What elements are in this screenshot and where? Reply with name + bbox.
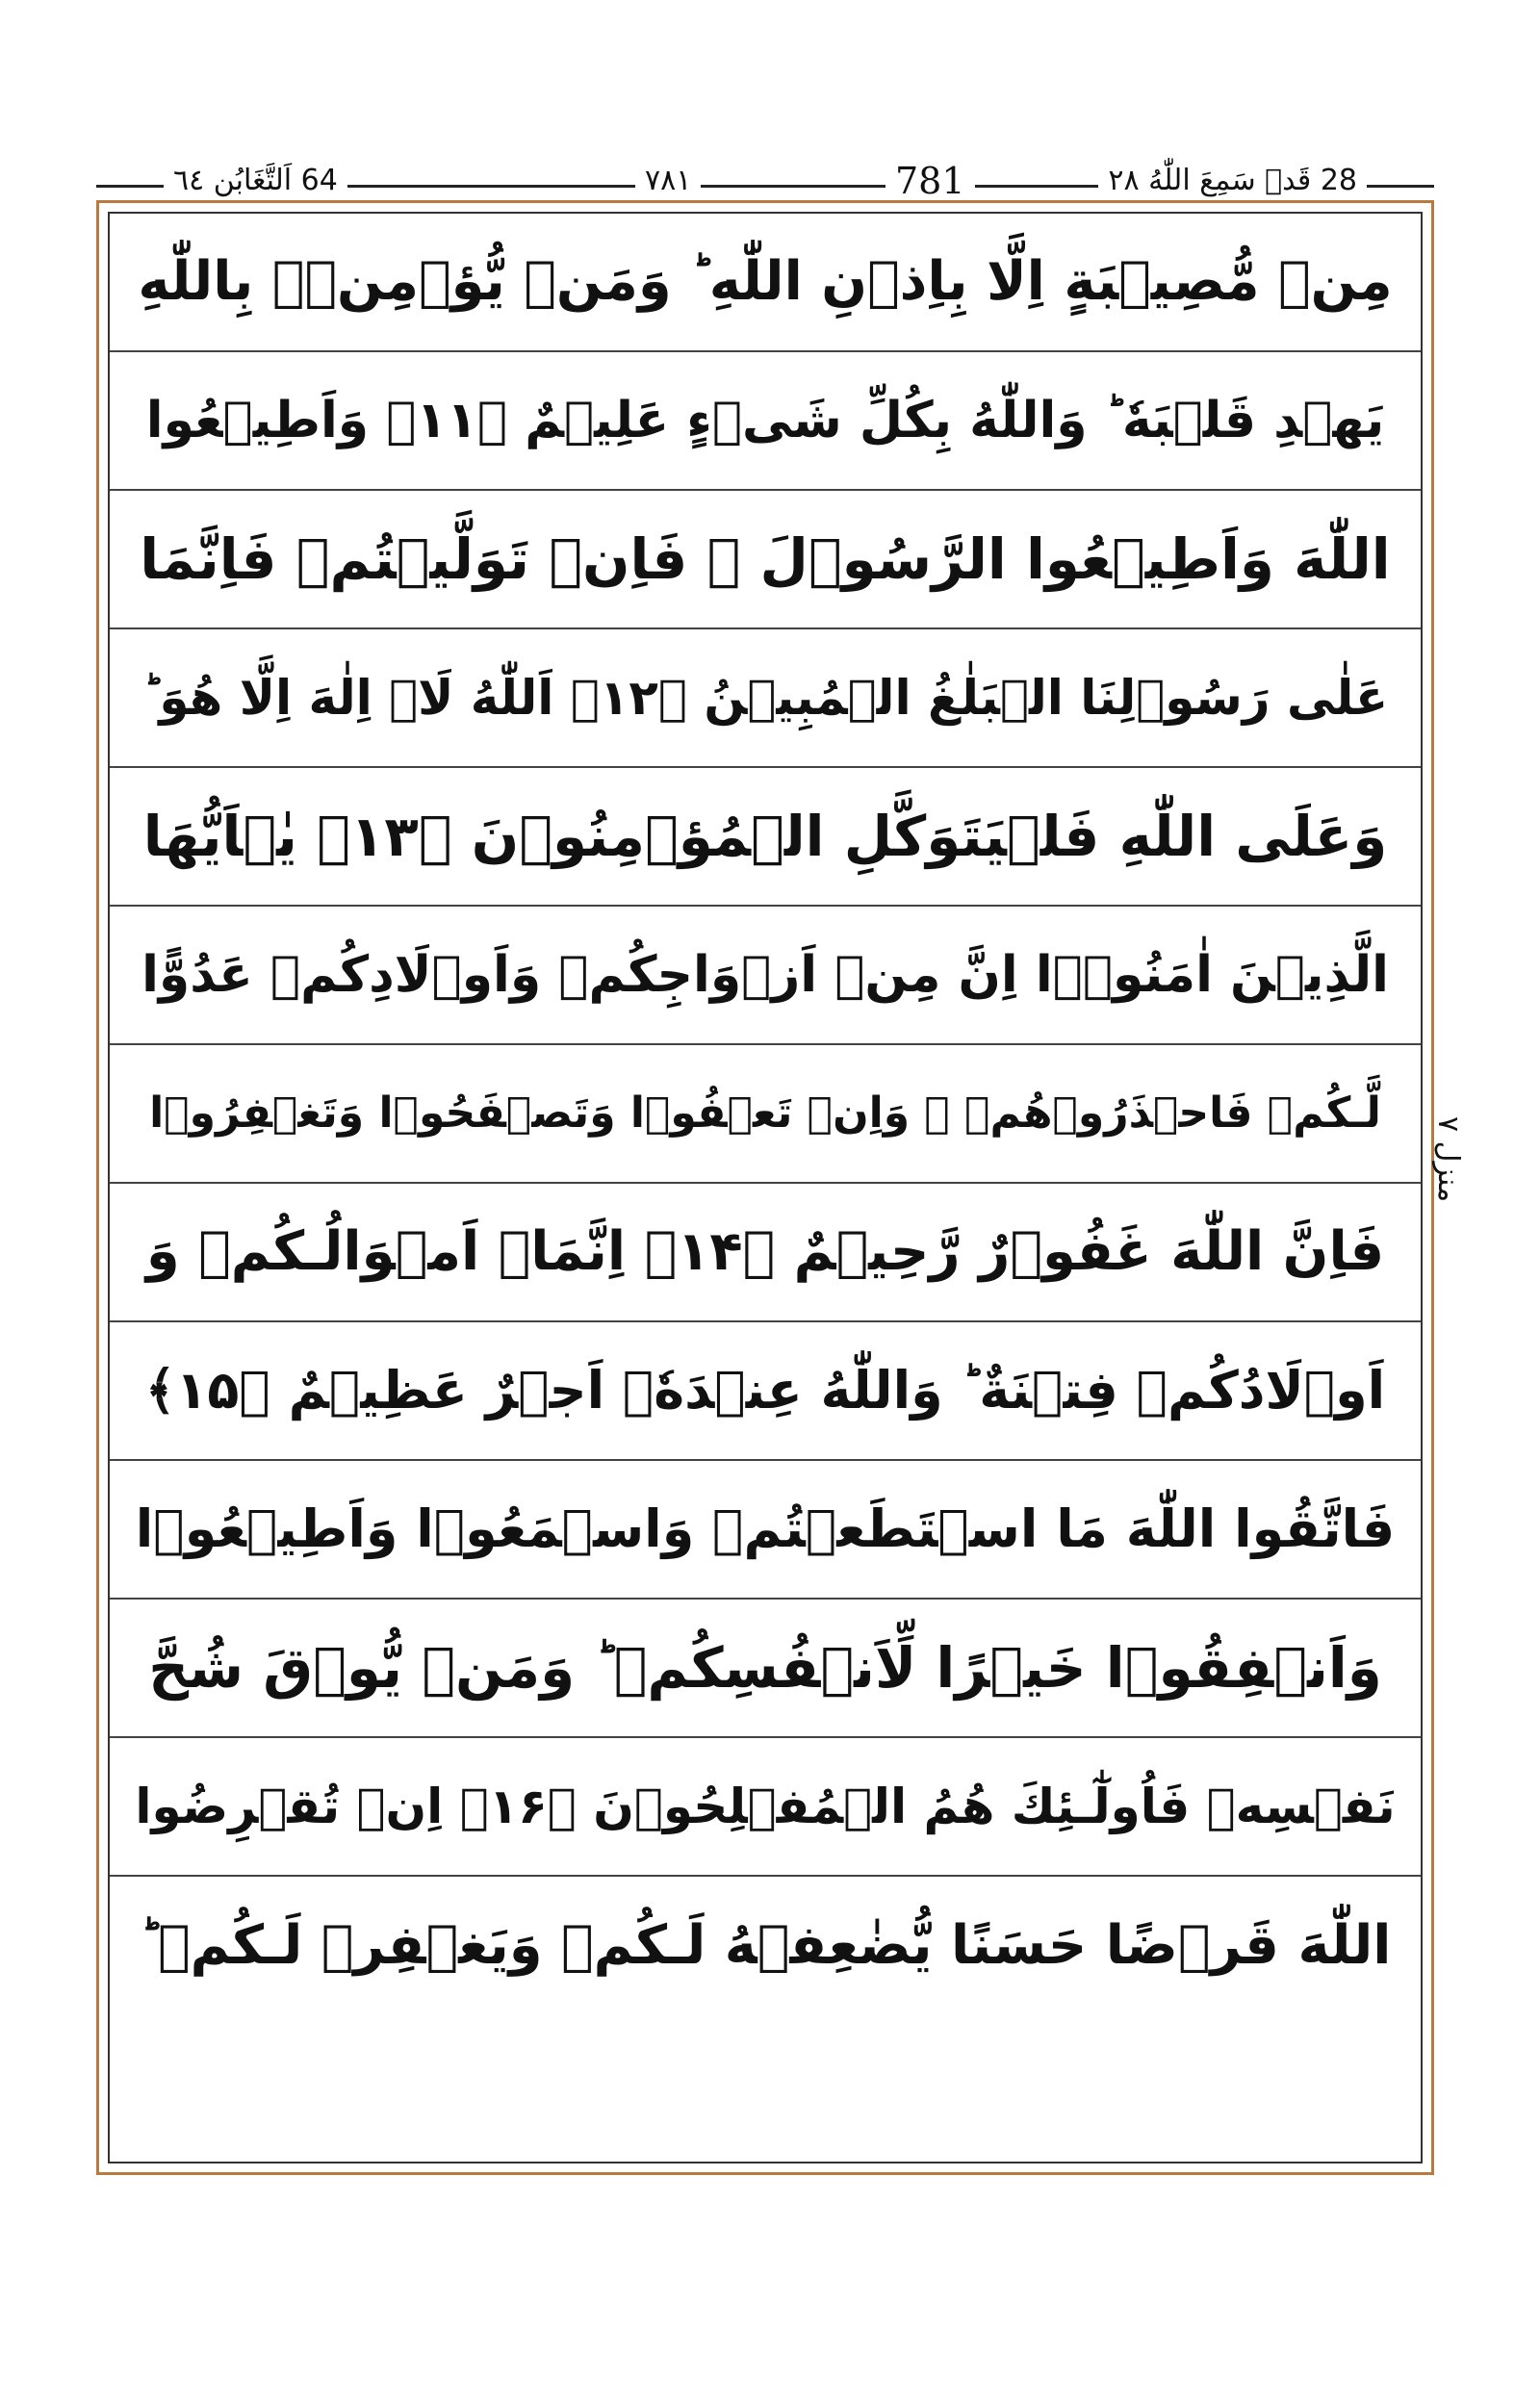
line-text: فَاتَّقُوا اللّٰهَ مَا اسۡتَطَعۡتُمۡ وَاسۡمَعُوۡا وَاَطِيۡعُوۡا	[135, 1498, 1396, 1559]
line-text: عَلٰى رَسُوۡلِنَا الۡبَلٰغُ الۡمُبِيۡنُ ﴿۱۲﴾ اَللّٰهُ لَاۤ اِلٰهَ اِلَّا هُوَ ؕ	[141, 670, 1389, 726]
surah-label: 64 اَلتَّغَابُن ٦٤	[164, 164, 347, 197]
text-line	[110, 1877, 1421, 2015]
line-text: وَعَلَى اللّٰهِ فَلۡيَتَوَكَّلِ الۡمُؤۡمِنُوۡنَ ﴿۱۳﴾ يٰۤاَيُّهَا	[142, 804, 1388, 869]
page-number-arabic: ٧٨١	[635, 164, 701, 197]
line-text: لَّـكُمۡ فَاحۡذَرُوۡهُمۡ ۚ وَاِنۡ تَعۡفُوۡا وَتَصۡفَحُوۡا وَتَغۡفِرُوۡا	[149, 1088, 1381, 1138]
text-line	[110, 1461, 1421, 1600]
text-line	[110, 491, 1421, 629]
line-text: مِنۡ مُّصِيۡبَةٍ اِلَّا بِاِذۡنِ اللّٰهِ ؕ وَمَنۡ يُّؤۡمِنۡۢ بِاللّٰهِ	[138, 250, 1393, 313]
text-line	[110, 907, 1421, 1045]
text-line	[110, 1184, 1421, 1322]
line-text: اَوۡلَادُكُمۡ فِتۡنَةٌ ؕ وَاللّٰهُ عِنۡدَهٗۤ اَجۡرٌ عَظِيۡمٌ ﴿۱۵﴾	[144, 1360, 1386, 1421]
line-text: اللّٰهَ قَرۡضًا حَسَنًا يُّضٰعِفۡهُ لَـكُمۡ وَيَغۡفِرۡ لَـكُمۡ ؕ	[139, 1914, 1392, 1977]
text-line	[110, 768, 1421, 907]
text-frame	[108, 212, 1423, 2163]
juz-label: 28 قَدۡ سَمِعَ اللّٰهُ ٢٨	[1098, 164, 1367, 197]
text-line	[110, 1600, 1421, 1738]
page-number: 781	[886, 160, 975, 202]
manzil-marker: منزل ٧	[1431, 1116, 1465, 1203]
text-line	[110, 629, 1421, 768]
line-text: نَفۡسِهٖ فَاُولٰٓـئِكَ هُمُ الۡمُفۡلِحُوۡنَ ﴿۱۶﴾ اِنۡ تُقۡرِضُوا	[135, 1779, 1396, 1834]
text-line	[110, 1738, 1421, 1877]
line-text: الَّذِيۡنَ اٰمَنُوۡۤا اِنَّ مِنۡ اَزۡوَاجِكُمۡ وَاَوۡلَادِكُمۡ عَدُوًّا	[141, 946, 1389, 1004]
text-line	[110, 214, 1421, 352]
text-line	[110, 1045, 1421, 1184]
line-text: اللّٰهَ وَاَطِيۡعُوا الرَّسُوۡلَ ۚ فَاِنۡ تَوَلَّيۡتُمۡ فَاِنَّمَا	[140, 526, 1391, 592]
text-line	[110, 352, 1421, 491]
line-text: فَاِنَّ اللّٰهَ غَفُوۡرٌ رَّحِيۡمٌ ﴿۱۴﴾ اِنَّمَاۤ اَمۡوَالُـكُمۡ وَ	[145, 1220, 1385, 1283]
line-text: وَاَنۡفِقُوۡا خَيۡرًا لِّاَنۡفُسِكُمۡ ؕ وَمَنۡ يُّوۡقَ شُحَّ	[148, 1635, 1382, 1701]
text-line	[110, 1322, 1421, 1461]
line-text: يَهۡدِ قَلۡبَهٗ ؕ وَاللّٰهُ بِكُلِّ شَىۡءٍ عَلِيۡمٌ ﴿۱۱﴾ وَاَطِيۡعُوا	[145, 392, 1385, 449]
